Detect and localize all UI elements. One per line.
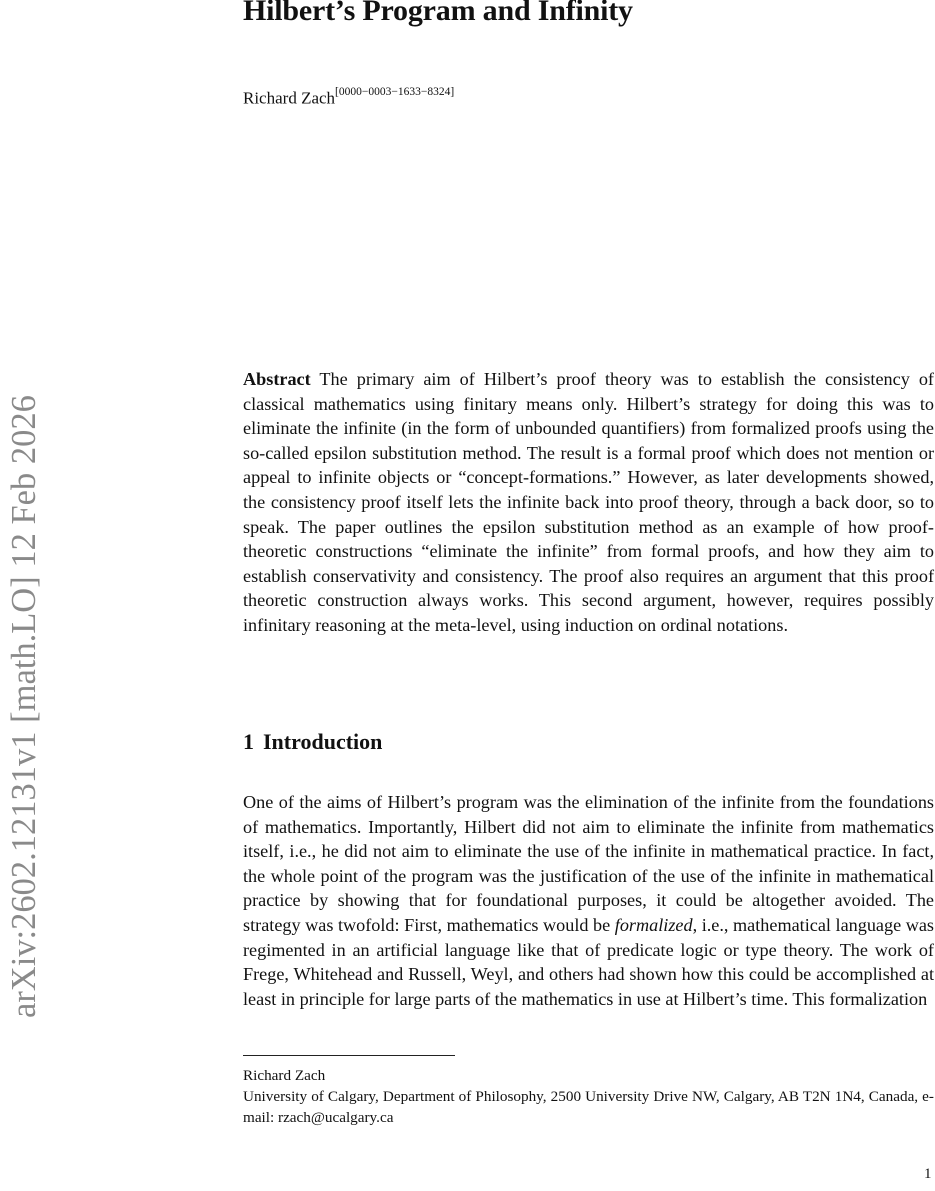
footnote-affiliation: University of Calgary, Department of Philosophy, 2500 University Drive NW, Calgary, AB T2N 1N4, Canada, e-mail: rzach@ucalgary.ca xyxy=(243,1088,934,1126)
footnote-author-name: Richard Zach xyxy=(243,1067,326,1084)
abstract xyxy=(243,367,934,638)
section-number: 1 xyxy=(243,729,254,754)
author-line xyxy=(243,88,454,109)
page-number: 1 xyxy=(924,1166,932,1182)
footnote-divider xyxy=(243,1055,455,1056)
arxiv-identifier-text: arXiv:2602.12131v1 [math.LO] 12 Feb 2026 xyxy=(5,395,43,1018)
introduction-paragraph xyxy=(243,790,934,1011)
section-heading xyxy=(243,729,382,755)
paragraph-text-end: , i.e., mathematical language was regimented in an artificial language like that of predicate logic or type theory. The work of Frege, Whitehead and Russell, Weyl, and others had shown how this could be accomplished at least in principle for large parts of the mathematics in use at Hilbert’s time. This formalization xyxy=(243,914,934,1009)
section-title: Introduction xyxy=(263,729,383,754)
abstract-text: The primary aim of Hilbert’s proof theory was to establish the consistency of classical mathematics using finitary means only. Hilbert’s strategy for doing this was to eliminate the infinite (in the form of unbounded quantifiers) from formalized proofs using the so-called epsilon substitution method. The result is a formal proof which does not mention or appeal to infinite objects or “concept-formations.” However, as later developments showed, the consistency proof itself lets the infinite back into proof theory, through a back door, so to speak. The paper outlines the epsilon substitution method as an example of how proof-theoretic constructions “eliminate the infinite” from formal proofs, and how they aim to establish conservativity and consistency. The proof also requires an argument that this proof theoretic construction always works. This second argument, however, requires possibly infinitary reasoning at the meta-level, using induction on ordinal notations. xyxy=(243,369,934,635)
paragraph-text-start: One of the aims of Hilbert’s program was the elimination of the infinite from the foundations of mathematics. Importantly, Hilbert did not aim to eliminate the infinite from mathematics itself, i.e., he did not aim to eliminate the use of the infinite in mathematical practice. In fact, the whole point of the program was the justification of the use of the infinite in mathematical practice by showing that for foundational purposes, it could be altogether avoided. The strategy was twofold: First, mathematics would be xyxy=(243,792,934,935)
arxiv-identifier-stamp xyxy=(0,238,44,1018)
footnote xyxy=(243,1065,934,1128)
abstract-label: Abstract xyxy=(243,369,311,389)
emphasized-term: formalized xyxy=(614,914,693,935)
author-orcid: [0000−0003−1633−8324] xyxy=(335,86,455,98)
author-name: Richard Zach xyxy=(243,88,336,108)
paper-title: Hilbert’s Program and Infinity xyxy=(243,0,633,27)
